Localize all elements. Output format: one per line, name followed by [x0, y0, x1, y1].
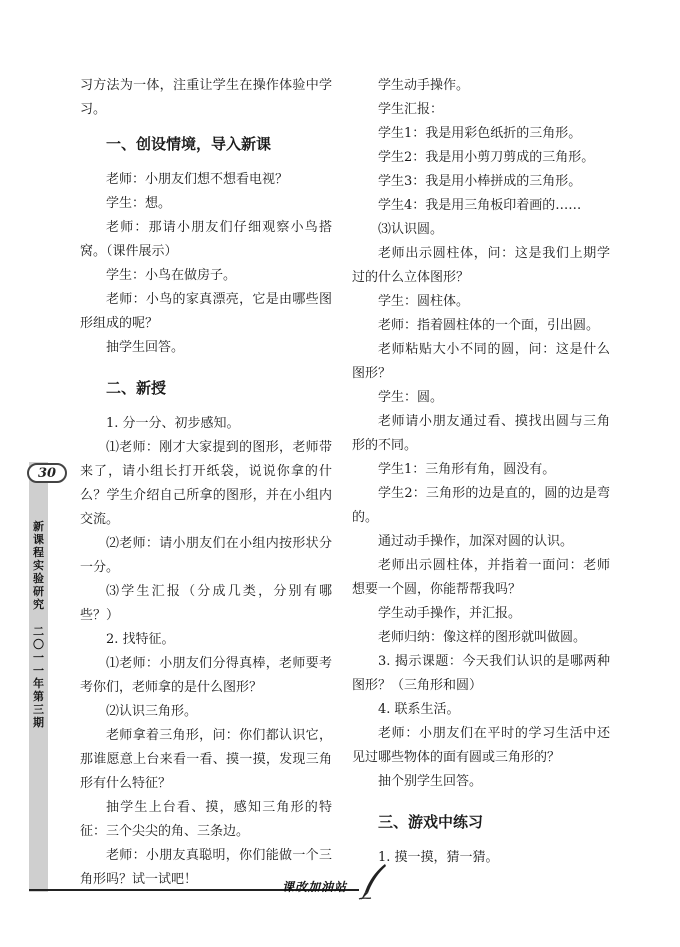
paragraph: 习方法为一体，注重让学生在操作体验中学习。	[80, 78, 332, 117]
paragraph: 学生1：我是用彩色纸折的三角形。	[378, 126, 582, 141]
paragraph: 学生：想。	[106, 196, 172, 211]
paragraph: ⑵老师：请小朋友们在小组内按形状分一分。	[80, 536, 332, 575]
paragraph: 学生动手操作。	[378, 78, 470, 93]
paragraph: 老师：小鸟的家真漂亮，它是由哪些图形组成的呢？	[80, 292, 332, 331]
paragraph: ⑵认识三角形。	[106, 704, 198, 719]
paragraph: 老师：小朋友们想不想看电视？	[106, 172, 289, 187]
issue-char: 二	[33, 625, 44, 638]
paragraph: 老师粘贴大小不同的圆，问：这是什么图形？	[352, 342, 610, 381]
issue-char: 一	[33, 651, 44, 664]
paragraph: 学生3：我是用小棒拼成的三角形。	[378, 174, 582, 189]
paragraph: 学生动手操作，并汇报。	[378, 606, 522, 621]
section-heading: 一、创设情境，导入新课	[106, 135, 272, 153]
paragraph: ⑶学生汇报（分成几类，分别有哪些？）	[80, 584, 332, 623]
quill-pen-icon	[355, 862, 389, 902]
footer-column-title: 课改加油站	[282, 880, 348, 894]
paragraph: 老师请小朋友通过看、摸找出圆与三角形的不同。	[352, 414, 610, 453]
paragraph: 学生2：三角形的边是直的，圆的边是弯的。	[352, 486, 610, 525]
paragraph: 老师：那请小朋友们仔细观察小鸟搭窝。（课件展示）	[80, 220, 332, 259]
paragraph: 2. 找特征。	[106, 632, 175, 647]
paragraph: 学生：圆柱体。	[378, 294, 470, 309]
issue-char: 年	[33, 677, 44, 690]
journal-name-char: 新	[33, 520, 44, 533]
journal-name-char: 实	[33, 559, 44, 572]
paragraph: 1. 摸一摸，猜一猜。	[378, 850, 499, 865]
paragraph: ⑴老师：小朋友们分得真棒，老师要考考你们，老师拿的是什么图形？	[80, 656, 332, 695]
paragraph: 学生2：我是用小剪刀剪成的三角形。	[378, 150, 595, 165]
paragraph: 老师归纳：像这样的图形就叫做圆。	[378, 630, 587, 645]
paragraph: 老师：小朋友们在平时的学习生活中还见过哪些物体的面有圆或三角形的？	[352, 726, 610, 765]
paragraph: 学生1：三角形有角，圆没有。	[378, 462, 556, 477]
issue-char: 〇	[33, 638, 44, 651]
paragraph: 3. 揭示课题：今天我们认识的是哪两种图形？（三角形和圆）	[352, 654, 610, 693]
section-heading: 三、游戏中练习	[378, 813, 484, 831]
paragraph: 老师拿着三角形，问：你们都认识它，那谁愿意上台来看一看、摸一摸，发现三角形有什么特征？	[80, 728, 332, 791]
journal-name-char: 研	[33, 585, 44, 598]
side-journal-label	[29, 520, 48, 729]
journal-name-char: 究	[33, 598, 44, 611]
paragraph: ⑴老师：刚才大家提到的图形，老师带来了，请小组长打开纸袋，说说你拿的什么？学生介绍自己所拿的图形，并在小组内交流。	[80, 440, 332, 527]
paragraph: 抽个别学生回答。	[378, 774, 483, 789]
issue-char: 三	[33, 703, 44, 716]
issue-char: 一	[33, 664, 44, 677]
paragraph: 学生4：我是用三角板印着画的……	[378, 198, 582, 213]
issue-char: 期	[33, 716, 44, 729]
left-column	[80, 74, 332, 892]
journal-name-char: 验	[33, 572, 44, 585]
paragraph: 1. 分一分、初步感知。	[106, 416, 240, 431]
paragraph: 抽学生回答。	[106, 340, 185, 355]
journal-name-char: 课	[33, 533, 44, 546]
section-heading: 二、新授	[106, 379, 167, 397]
paragraph: 4. 联系生活。	[378, 702, 460, 717]
right-column	[352, 74, 610, 870]
issue-char: 第	[33, 690, 44, 703]
paragraph: 学生汇报：	[378, 102, 444, 117]
paragraph: 学生：小鸟在做房子。	[106, 268, 237, 283]
journal-name-char: 程	[33, 546, 44, 559]
paragraph: 老师：小朋友真聪明，你们能做一个三角形吗？试一试吧！	[80, 848, 332, 887]
paragraph: 抽学生上台看、摸，感知三角形的特征：三个尖尖的角、三条边。	[80, 800, 332, 839]
paragraph: 老师出示圆柱体，问：这是我们上期学过的什么立体图形？	[352, 246, 610, 285]
paragraph: ⑶认识圆。	[378, 222, 444, 237]
page-number-badge	[27, 463, 67, 483]
paragraph: 老师出示圆柱体，并指着一面问：老师想要一个圆，你能帮帮我吗？	[352, 558, 610, 597]
page-number: 30	[37, 465, 57, 481]
paragraph: 学生：圆。	[378, 390, 444, 405]
paragraph: 通过动手操作，加深对圆的认识。	[378, 534, 574, 549]
paragraph: 老师：指着圆柱体的一个面，引出圆。	[378, 318, 600, 333]
